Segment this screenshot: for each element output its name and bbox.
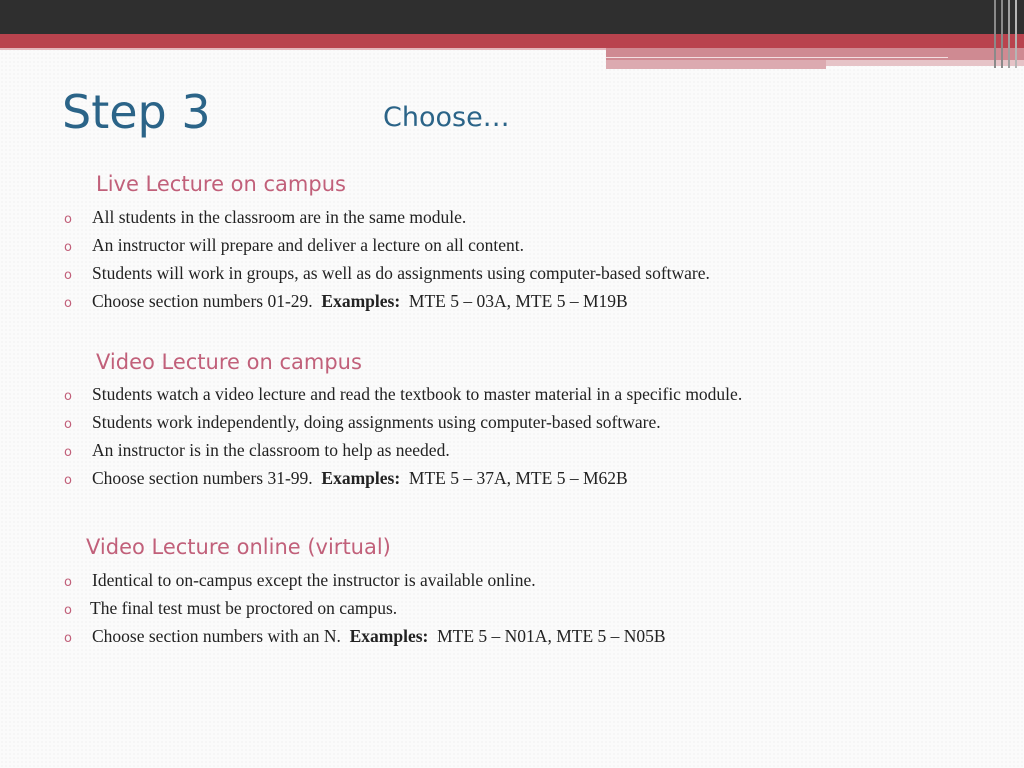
bullet-item: o The final test must be proctored on campus. bbox=[64, 595, 397, 624]
top-dark-bar bbox=[0, 0, 1024, 34]
bullet-marker-icon: o bbox=[64, 603, 72, 618]
bullet-marker-icon: o bbox=[64, 240, 72, 255]
accent-tab bbox=[606, 48, 1024, 60]
bullet-item: o An instructor is in the classroom to help as needed. bbox=[64, 437, 450, 466]
bullet-item: o Choose section numbers 31-99. Examples: MTE 5 – 37A, MTE 5 – M62B bbox=[64, 465, 628, 494]
bullet-marker-icon: o bbox=[64, 631, 72, 646]
examples-text: MTE 5 – N01A, MTE 5 – N05B bbox=[437, 626, 666, 646]
bullet-item: o An instructor will prepare and deliver a lecture on all content. bbox=[64, 232, 524, 261]
bullet-marker-icon: o bbox=[64, 268, 72, 283]
bullet-item: o Choose section numbers 01-29. Examples: MTE 5 – 03A, MTE 5 – M19B bbox=[64, 288, 628, 317]
decorative-stripe bbox=[1008, 0, 1010, 68]
bullet-item: o Identical to on-campus except the instructor is available online. bbox=[64, 567, 536, 596]
bullet-item: o All students in the classroom are in the same module. bbox=[64, 204, 466, 233]
bullet-marker-icon: o bbox=[64, 473, 72, 488]
bullet-marker-icon: o bbox=[64, 575, 72, 590]
bullet-item: o Students will work in groups, as well as do assignments using computer-based software. bbox=[64, 260, 710, 289]
bullet-marker-icon: o bbox=[64, 445, 72, 460]
examples-label: Examples: bbox=[321, 291, 401, 311]
accent-tab-line bbox=[606, 57, 948, 58]
section-heading-video-lecture-online: Video Lecture online (virtual) bbox=[86, 535, 391, 559]
bullet-marker-icon: o bbox=[64, 296, 72, 311]
examples-label: Examples: bbox=[321, 468, 401, 488]
bullet-item: o Students work independently, doing assignments using computer-based software. bbox=[64, 409, 661, 438]
examples-text: MTE 5 – 37A, MTE 5 – M62B bbox=[408, 468, 628, 488]
bullet-item: o Students watch a video lecture and read the textbook to master material in a specific module. bbox=[64, 381, 742, 410]
examples-text: MTE 5 – 03A, MTE 5 – M19B bbox=[408, 291, 628, 311]
section-heading-video-lecture-campus: Video Lecture on campus bbox=[96, 350, 362, 374]
accent-tab-lower bbox=[606, 60, 826, 69]
examples-label: Examples: bbox=[349, 626, 429, 646]
accent-band bbox=[0, 34, 1024, 48]
slide-subtitle: Choose… bbox=[383, 102, 510, 133]
decorative-stripe bbox=[1001, 0, 1003, 68]
decorative-stripe bbox=[1015, 0, 1017, 68]
section-heading-live-lecture: Live Lecture on campus bbox=[96, 172, 346, 196]
bullet-item: o Choose section numbers with an N. Examples: MTE 5 – N01A, MTE 5 – N05B bbox=[64, 623, 666, 652]
bullet-marker-icon: o bbox=[64, 389, 72, 404]
decorative-stripe bbox=[994, 0, 996, 68]
bullet-marker-icon: o bbox=[64, 417, 72, 432]
slide-title: Step 3 bbox=[62, 85, 211, 139]
bullet-marker-icon: o bbox=[64, 212, 72, 227]
